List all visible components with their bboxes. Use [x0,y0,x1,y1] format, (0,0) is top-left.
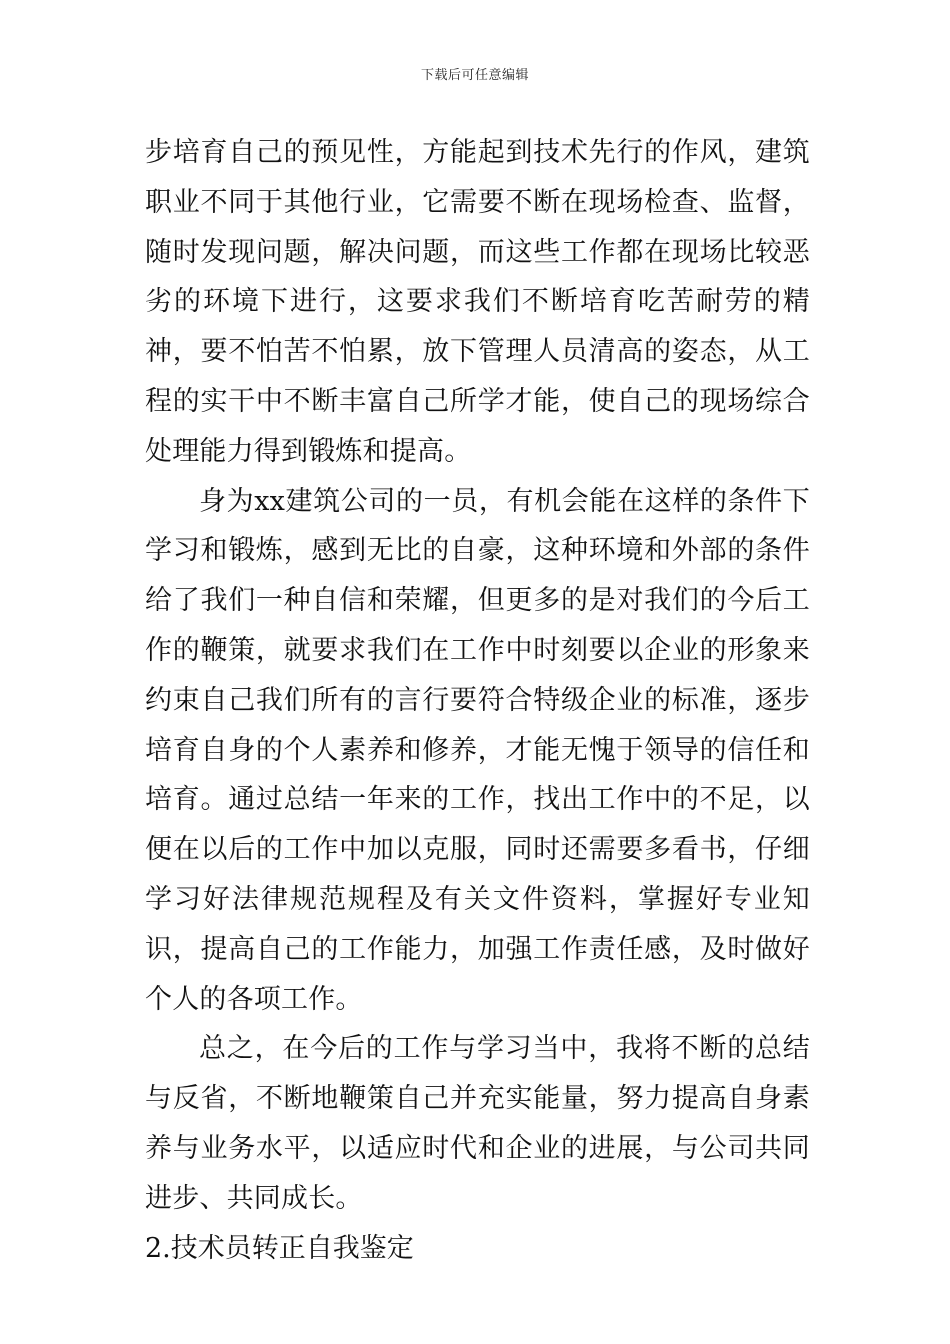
paragraph-conclusion: 总之，在今后的工作与学习当中，我将不断的总结与反省，不断地鞭策自己并充实能量，努力提高自身素养与业务水平，以适应时代和企业的进展，与公司共同进步、共同成长。 [145,1033,810,1214]
document-body [145,128,810,1273]
paragraph-continuation: 步培育自己的预见性，方能起到技术先行的作风，建筑职业不同于其他行业，它需要不断在现场检查、监督，随时发现问题，解决问题，而这些工作都在现场比较恶劣的环境下进行，这要求我们不断培育吃苦耐劳的精神，要不怕苦不怕累，放下管理人员清高的姿态，从工程的实干中不断丰富自己所学才能，使自己的现场综合处理能力得到锻炼和提高。 [145,137,810,467]
page-header-note: 下载后可任意编辑 [420,68,529,83]
paragraph-company-member: 身为xx建筑公司的一员，有机会能在这样的条件下学习和锻炼，感到无比的自豪，这种环境和外部的条件给了我们一种自信和荣耀，但更多的是对我们的今后工作的鞭策，就要求我们在工作中时刻要以企业的形象来约束自己我们所有的言行要符合特级企业的标准，逐步培育自身的个人素养和修养，才能无愧于领导的信任和培育。通过总结一年来的工作，找出工作中的不足，以便在以后的工作中加以克服，同时还需要多看书，仔细学习好法律规范规程及有关文件资料，掌握好专业知识，提高自己的工作能力，加强工作责任感，及时做好个人的各项工作。 [145,485,810,1015]
section-heading: 2.技术员转正自我鉴定 [145,1232,414,1264]
